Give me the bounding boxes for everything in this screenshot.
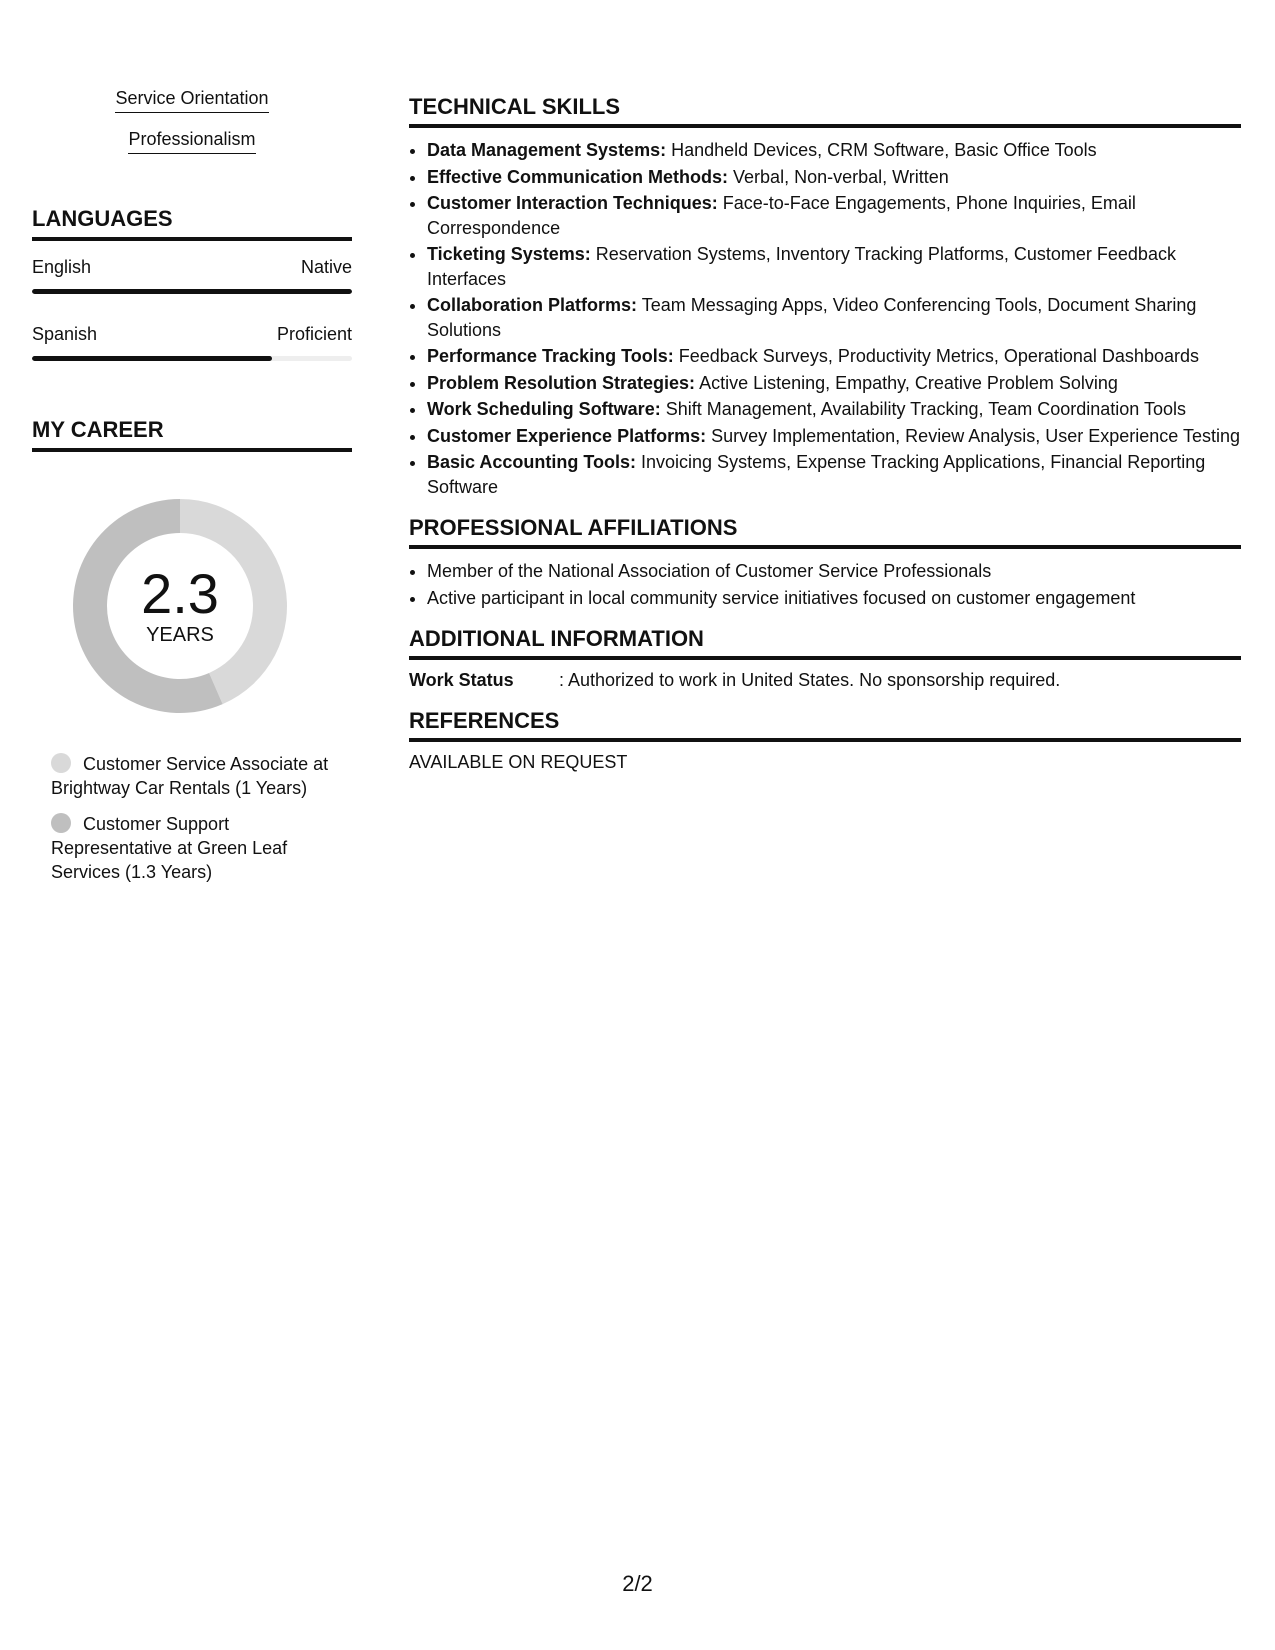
skill-label: Performance Tracking Tools: [427, 346, 674, 366]
skill-item [427, 138, 1241, 163]
career-legend-text: Customer Service Associate at Brightway Car Rentals (1 Years) [51, 754, 329, 798]
skill-label: Collaboration Platforms: [427, 295, 638, 315]
skill-item [427, 371, 1241, 396]
skill-text: Face-to-Face Engagements, Phone Inquiries, Email Correspondence [427, 193, 1136, 238]
skill-item [427, 242, 1241, 291]
page-number: 2/2 [622, 1571, 653, 1596]
career-legend-item [51, 752, 331, 800]
skill-item [427, 191, 1241, 240]
language-item [32, 255, 352, 294]
skill-item [427, 424, 1241, 449]
work-status-value: : Authorized to work in United States. No sponsorship required. [559, 670, 1061, 690]
language-bar [32, 289, 352, 294]
skill-label: Problem Resolution Strategies: [427, 372, 696, 393]
skill-text: Survey Implementation, Review Analysis, User Experience Testing [706, 425, 1241, 446]
affiliations-section [409, 513, 1241, 610]
skill-text: Team Messaging Apps, Video Conferencing Tools, Document Sharing Solutions [427, 295, 1197, 340]
skill-item [427, 165, 1241, 190]
skill-label: Basic Accounting Tools: [427, 452, 637, 472]
languages-title: LANGUAGES [32, 204, 352, 241]
skill-item [427, 344, 1241, 369]
legend-dot-icon [51, 813, 71, 833]
language-bar [32, 356, 352, 361]
language-level: Native [300, 257, 352, 277]
career-total-unit: YEARS [146, 624, 214, 646]
skill-label: Work Scheduling Software: [427, 399, 661, 419]
skill-text: Verbal, Non-verbal, Written [728, 166, 949, 187]
skill-item [427, 397, 1241, 422]
career-donut-chart [66, 492, 294, 720]
career-legend-item [51, 812, 331, 884]
right-column [409, 92, 1241, 788]
work-status-label: Work Status [409, 670, 514, 690]
language-name: Spanish [32, 324, 98, 344]
affiliations-title: PROFESSIONAL AFFILIATIONS [409, 513, 1241, 549]
legend-dot-icon [51, 753, 71, 773]
technical-skills-list [409, 138, 1241, 499]
skill-text: Feedback Surveys, Productivity Metrics, Operational Dashboards [673, 346, 1199, 366]
skill-text: Shift Management, Availability Tracking, Team Coordination Tools [660, 399, 1186, 419]
skill-text: Active Listening, Empathy, Creative Problem Solving [695, 372, 1118, 393]
additional-info-title: ADDITIONAL INFORMATION [409, 624, 1241, 660]
skill-text: Reservation Systems, Inventory Tracking Platforms, Customer Feedback Interfaces [427, 244, 1176, 289]
donut-center [66, 492, 294, 720]
skill-label: Customer Interaction Techniques: [427, 193, 718, 213]
skill-tag: Professionalism [128, 127, 255, 154]
skill-label: Data Management Systems: [427, 140, 667, 160]
affiliation-item: • Member of the National Association of Customer Service Professionals [427, 559, 1241, 584]
work-status-row [409, 668, 1241, 692]
skill-text: Invoicing Systems, Expense Tracking Applications, Financial Reporting Software [427, 452, 1206, 497]
language-bar-fill [32, 356, 272, 361]
affiliations-list [409, 559, 1241, 610]
additional-info-section [409, 624, 1241, 692]
skill-label: Effective Communication Methods: [427, 166, 729, 187]
skill-label: Ticketing Systems: [427, 244, 591, 264]
references-section [409, 706, 1241, 774]
technical-skills-title: TECHNICAL SKILLS [409, 92, 1241, 128]
skill-tag: Service Orientation [115, 86, 268, 113]
skill-item [427, 293, 1241, 342]
language-item [32, 322, 352, 361]
career-legend [51, 752, 331, 884]
technical-skills-section [409, 92, 1241, 499]
affiliation-item: • Active participant in local community service initiatives focused on customer engagement [427, 586, 1241, 611]
language-bar-fill [32, 289, 352, 294]
career-title: MY CAREER [32, 415, 352, 452]
references-title: REFERENCES [409, 706, 1241, 742]
skill-tags [32, 86, 352, 154]
languages-list [32, 255, 352, 361]
career-total-value: 2.3 [141, 562, 219, 625]
language-level: Proficient [276, 324, 352, 344]
skill-text: Handheld Devices, CRM Software, Basic Office Tools [666, 140, 1097, 160]
references-text: AVAILABLE ON REQUEST [409, 752, 628, 772]
skill-item [427, 450, 1241, 499]
career-legend-text: Customer Support Representative at Green Leaf Services (1.3 Years) [51, 814, 288, 882]
language-name: English [32, 257, 92, 277]
left-column [32, 86, 352, 896]
skill-label: Customer Experience Platforms: [427, 425, 707, 446]
